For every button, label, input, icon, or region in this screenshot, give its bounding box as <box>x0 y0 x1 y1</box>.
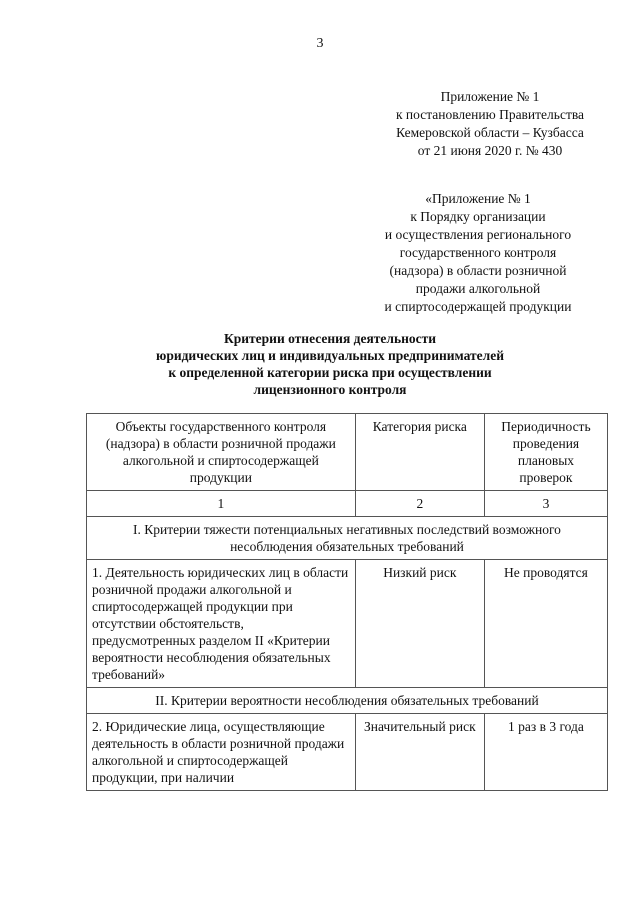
appendix-header-line: от 21 июня 2020 г. № 430 <box>417 143 563 158</box>
row-2-category: Значительный риск <box>355 714 484 791</box>
appendix-sub-line: и осуществления регионального <box>384 227 572 242</box>
appendix-header-line: к постановлению Правительства <box>395 107 585 122</box>
row-2-period: 1 раз в 3 года <box>484 714 607 791</box>
title-line: лицензионного контроля <box>253 382 407 397</box>
title-line: к определенной категории риска при осуществлении <box>168 365 492 380</box>
table-row <box>87 714 608 791</box>
document-title <box>110 330 550 398</box>
title-line: юридических лиц и индивидуальных предпринимателей <box>156 348 504 363</box>
section-row <box>87 517 608 560</box>
column-numbers-row <box>87 491 608 517</box>
column-number: 2 <box>355 491 484 517</box>
column-number: 1 <box>87 491 356 517</box>
appendix-header-line: Приложение № 1 <box>440 89 540 104</box>
appendix-sub-line: и спиртосодержащей продукции <box>384 299 572 314</box>
appendix-sub-line: государственного контроля <box>399 245 557 260</box>
criteria-table <box>86 413 608 791</box>
appendix-header <box>380 88 600 160</box>
row-1-category: Низкий риск <box>355 560 484 688</box>
header-risk-category: Категория риска <box>355 414 484 491</box>
appendix-sub-line: продажи алкогольной <box>415 281 541 296</box>
appendix-sub-line: (надзора) в области розничной <box>389 263 567 278</box>
section-1-heading: I. Критерии тяжести потенциальных негативных последствий возможного несоблюдения обязательных требований <box>87 517 608 560</box>
section-row <box>87 688 608 714</box>
row-1-period: Не проводятся <box>484 560 607 688</box>
row-2-object: 2. Юридические лица, осуществляющие деятельность в области розничной продажи алкогольной и спиртосодержащей продукции, при наличии <box>87 714 356 791</box>
appendix-header-line: Кемеровской области – Кузбасса <box>396 125 584 140</box>
header-objects: Объекты государственного контроля (надзора) в области розничной продажи алкогольной и спиртосодержащей продукции <box>87 414 356 491</box>
table-header-row <box>87 414 608 491</box>
row-1-object: 1. Деятельность юридических лиц в области розничной продажи алкогольной и спиртосодержащей продукции при отсутствии обстоятельств, предусмотренных разделом II «Критерии вероятности несоблюдения обязательных требований» <box>87 560 356 688</box>
section-2-heading: II. Критерии вероятности несоблюдения обязательных требований <box>87 688 608 714</box>
title-line: Критерии отнесения деятельности <box>223 331 437 346</box>
table-row <box>87 560 608 688</box>
header-inspection-frequency: Периодичность проведения плановых проверок <box>484 414 607 491</box>
appendix-sub-header <box>360 190 596 316</box>
appendix-sub-line: к Порядку организации <box>410 209 546 224</box>
page-number: 3 <box>316 36 324 51</box>
appendix-sub-line: «Приложение № 1 <box>425 191 531 206</box>
column-number: 3 <box>484 491 607 517</box>
